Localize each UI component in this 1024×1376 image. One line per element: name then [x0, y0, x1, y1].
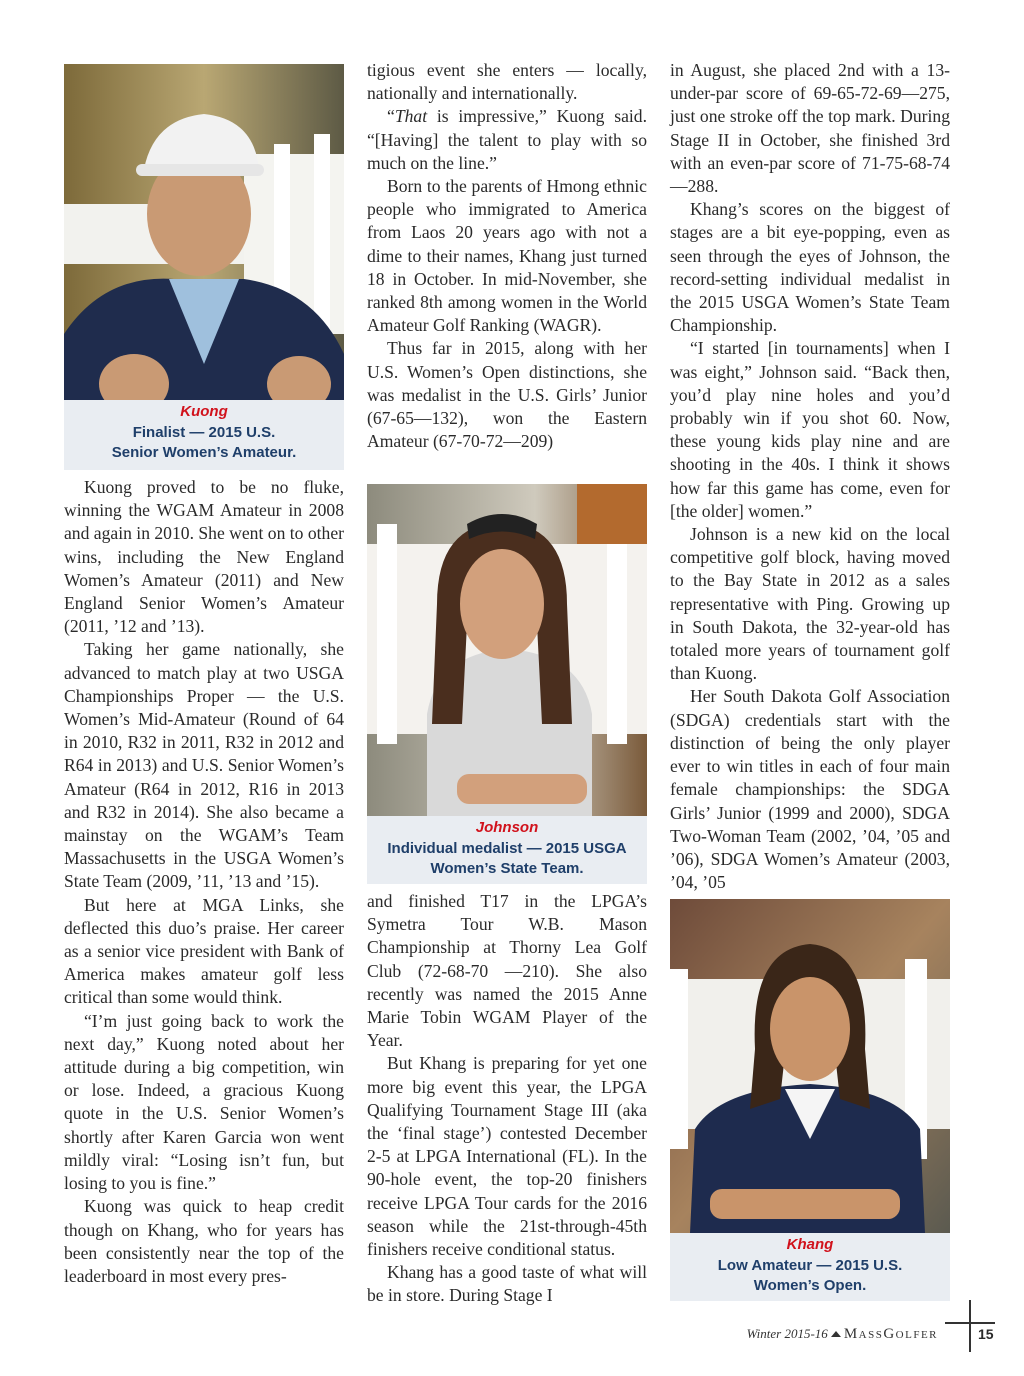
page-footer: [600, 1322, 1000, 1362]
paragraph: Khang has a good taste of what will be in store. During Stage I: [367, 1262, 647, 1306]
caption-name: Johnson: [475, 819, 539, 836]
column-1-text: [64, 476, 344, 1288]
quote-text: is impressive,” Kuong said. “[Having] the talent to play with so much on the line.”: [367, 106, 647, 173]
paragraph: Her South Dakota Golf Association (SDGA) credentials start with the distinction of being the only player ever to win titles in each of four main female championships: the SDGA Girls’ Junior (1999 and 2000), SDGA Two-Woman Team (2002, ’04, ’05 and ’06), SDGA Women’s Amateur (2003, ’04, ’05: [670, 686, 950, 893]
issue-label: [747, 1326, 938, 1343]
johnson-portrait-image: [367, 484, 647, 816]
column-2-bottom-text: [367, 890, 647, 1308]
paragraph: But here at MGA Links, she deflected this duo’s praise. Her career as a senior vice president with Bank of America makes amateur golf less critical than some would think.: [64, 894, 344, 1008]
paragraph: “I started [in tournaments] when I was eight,” Johnson said. “Back then, you’d play nine holes and you’d probably win if you shot 60. Now, these young kids play nine and are shooting in the 40s. I think it shows how far this game has come, even for [the older] women.”: [670, 338, 950, 521]
khang-portrait-image: [670, 899, 950, 1233]
caption-line: Low Amateur — 2015 U.S.: [717, 1256, 903, 1274]
caption-line: Women’s Open.: [753, 1277, 867, 1294]
page-number: 15: [978, 1326, 994, 1342]
paragraph: Johnson is a new kid on the local competitive golf block, having moved to the Bay State in 2012 as a sales representative with Ping. Growing up in South Dakota, the 32-year-old has totaled more years of tournament golf than Kuong.: [670, 524, 950, 684]
column-3-text: [670, 59, 950, 894]
kuong-caption: [64, 400, 344, 470]
caption-line: Finalist — 2015 U.S.: [132, 423, 276, 441]
column-2-top-text: [367, 59, 647, 453]
paragraph: Born to the parents of Hmong ethnic people who immigrated to America from Laos 20 years ago with not a dime to their names, Khang just turned 18 in October. In mid-November, she ranked 8th among women in the World Amateur Golf Ranking (WAGR).: [367, 176, 647, 336]
caption-line: Senior Women’s Amateur.: [111, 444, 297, 461]
issue-date: Winter 2015-16: [746, 1326, 828, 1341]
magazine-name: MassGolfer: [843, 1326, 938, 1342]
caption-name: Khang: [786, 1236, 834, 1253]
mountain-logo-icon: [831, 1331, 841, 1337]
paragraph: “That is impressive,” Kuong said. “[Having] the talent to play with so much on the line.”: [367, 106, 647, 173]
caption-name: Kuong: [180, 403, 228, 420]
paragraph: But Khang is preparing for yet one more big event this year, the LPGA Qualifying Tournament Stage III (aka the ‘final stage’) contested December 2-5 at LPGA International (FL). In the 90-hole event, the top-20 finishers receive LPGA Tour cards for the 2016 season while the 21st-through-45th finishers receive conditional status.: [367, 1053, 647, 1260]
johnson-caption: [367, 816, 647, 884]
paragraph: in August, she placed 2nd with a 13-under-par score of 69-65-72-69—275, just one stroke off the top mark. During Stage II in October, she finished 3rd with an even-par score of 71-75-68-74—288.: [670, 60, 950, 197]
photo-johnson: [367, 484, 647, 884]
emphasis: That: [394, 106, 428, 127]
paragraph: “I’m just going back to work the next day,” Kuong noted about her attitude during a big competition, win or lose. Indeed, a gracious Kuong quote in the U.S. Senior Women’s shortly after Karen Garcia won went mildly viral: “Losing isn’t fun, but losing to you is fine.”: [64, 1010, 344, 1194]
footer-divider-vertical: [969, 1300, 971, 1352]
paragraph: Taking her game nationally, she advanced to match play at two USGA Championships Proper — the U.S. Women’s Mid-Amateur (Round of 64 in 2010, R32 in 2011, R32 in 2012 and R64 in 2013) and U.S. Senior Women’s Amateur (R64 in 2012, R16 in 2013 and R32 in 2014). She also became a mainstay on the WGAM’s Team Massachusetts in the USGA Women’s State Team (2009, ’11, ’13 and ’15).: [64, 639, 344, 892]
paragraph: and finished T17 in the LPGA’s Symetra Tour W.B. Mason Championship at Thorny Lea Golf Club (72-68-70 —210). She also recently was named the 2015 Anne Marie Tobin WGAM Player of the Year.: [367, 891, 647, 1051]
paragraph: Kuong proved to be no fluke, winning the WGAM Amateur in 2008 and again in 2010. She went on to other wins, including the New England Women’s Amateur (2011) and New England Senior Women’s Amateur (2011, ’12 and ’13).: [64, 477, 344, 637]
khang-caption: [670, 1233, 950, 1301]
footer-divider-horizontal: [945, 1322, 995, 1324]
paragraph: Kuong was quick to heap credit though on Khang, who for years has been consistently near the top of the leaderboard in most every pres-: [64, 1196, 344, 1286]
paragraph: tigious event she enters — locally, nationally and internationally.: [367, 60, 647, 104]
caption-line: Women’s State Team.: [430, 860, 584, 877]
photo-kuong: [64, 64, 344, 470]
paragraph: Khang’s scores on the biggest of stages are a bit eye-popping, even as seen through the eyes of Johnson, the record-setting individual medalist in the 2015 USGA Women’s State Team Championship.: [670, 199, 950, 336]
caption-line: Individual medalist — 2015 USGA: [387, 839, 627, 857]
paragraph: Thus far in 2015, along with her U.S. Women’s Open distinctions, she was medalist in the U.S. Girls’ Junior (67-65—132), won the Eastern Amateur (67-70-72—209): [367, 338, 647, 452]
kuong-portrait-image: [64, 64, 344, 400]
photo-khang: [670, 899, 950, 1301]
